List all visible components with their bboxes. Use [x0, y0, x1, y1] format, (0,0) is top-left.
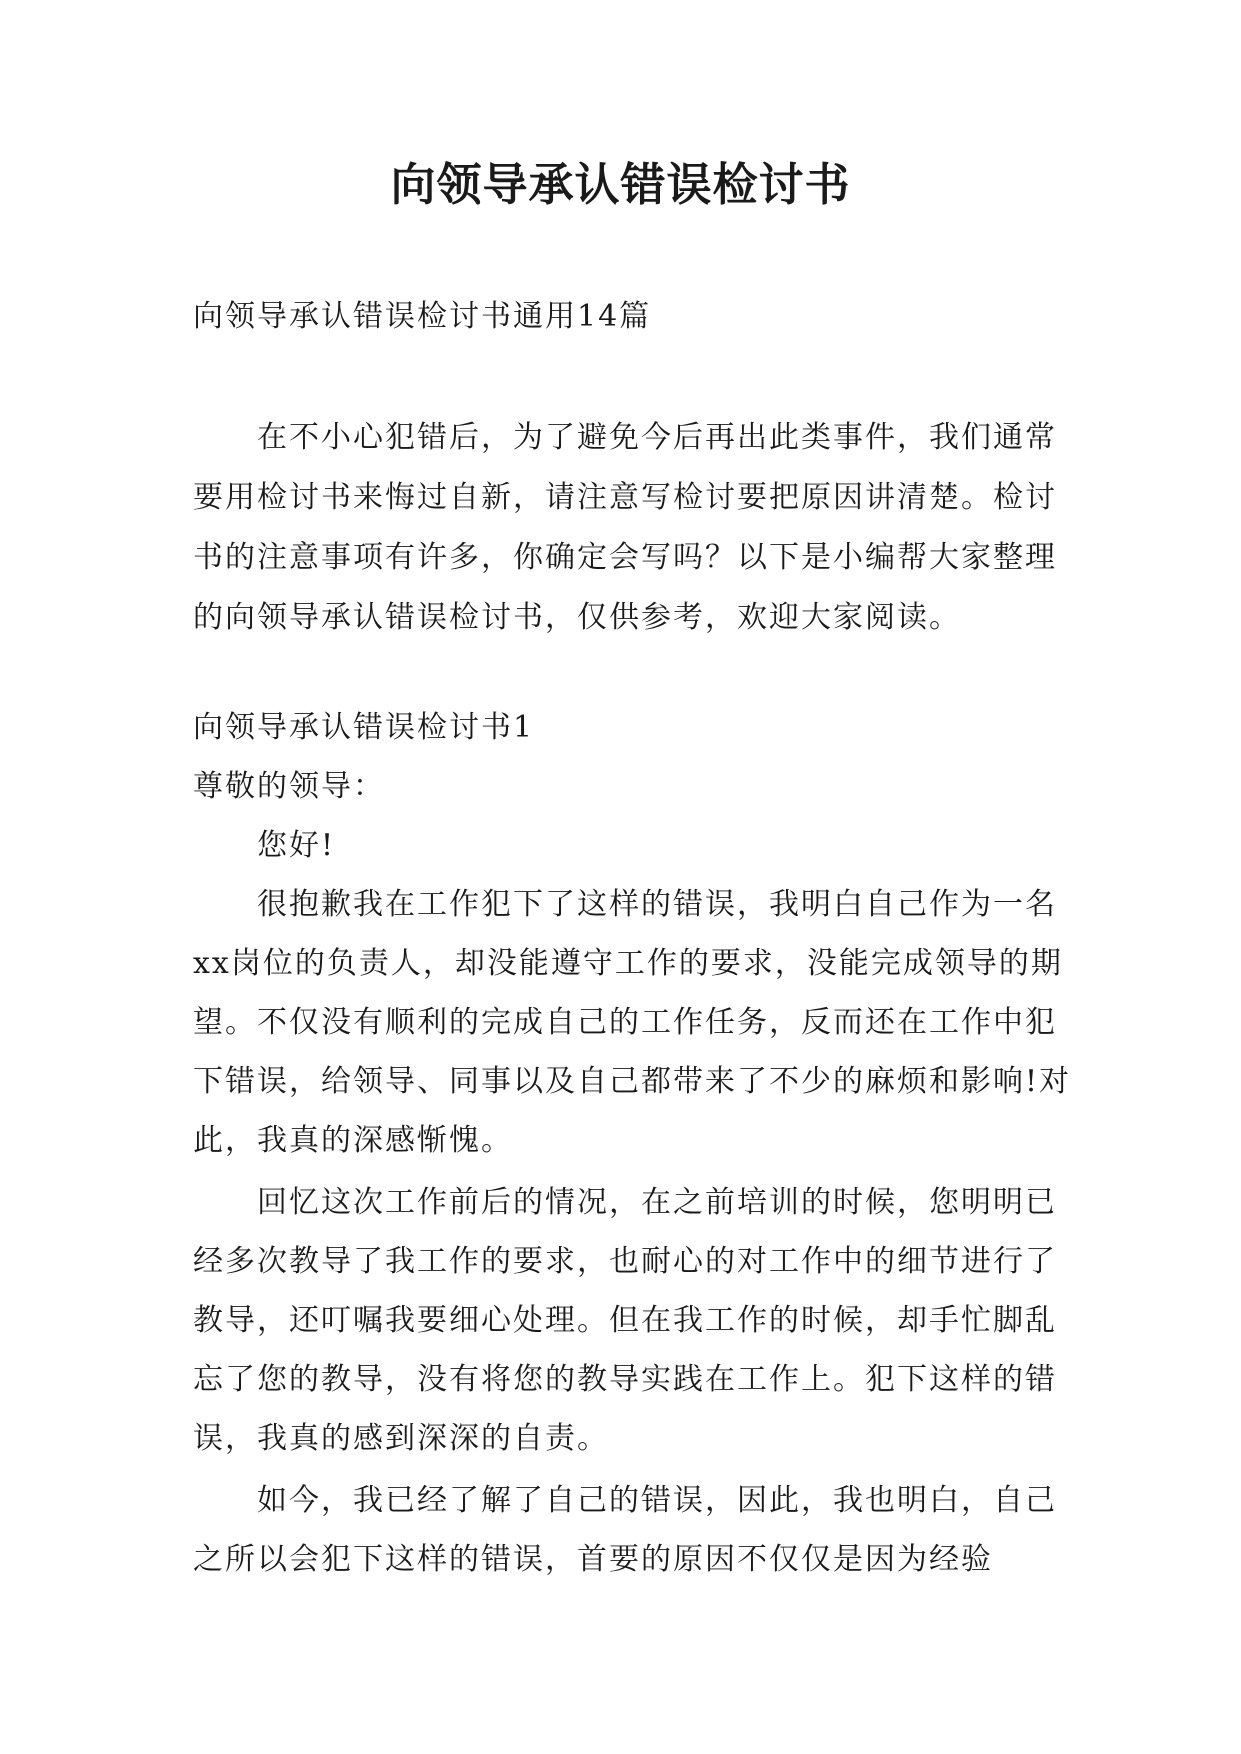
letter-paragraph: 如今，我已经了解了自己的错误，因此，我也明白，自己之所以会犯下这样的错误，首要的原因不仅仅是因为经验 [193, 1483, 1057, 1577]
intro-paragraph: 在不小心犯错后，为了避免今后再出此类事件，我们通常要用检讨书来悔过自新，请注意写检讨要把原因讲清楚。检讨书的注意事项有许多，你确定会写吗？以下是小编帮大家整理的向领导承认错误检讨书，仅供参考，欢迎大家阅读。 [193, 420, 1057, 635]
letter-paragraph: 回忆这次工作前后的情况，在之前培训的时候，您明明已经多次教导了我工作的要求，也耐心的对工作中的细节进行了教导，还叮嘱我要细心处理。但在我工作的时候，却手忙脚乱忘了您的教导，没有将您的教导实践在工作上。犯下这样的错误，我真的感到深深的自责。 [193, 1185, 1057, 1456]
letter-paragraph: 很抱歉我在工作犯下了这样的错误，我明白自己作为一名xx岗位的负责人，却没能遵守工作的要求，没能完成领导的期望。不仅没有顺利的完成自己的工作任务，反而还在工作中犯下错误，给领导、同事以及自己都带来了不少的麻烦和影响!对此，我真的深感惭愧。 [193, 887, 1072, 1158]
document-subtitle: 向领导承认错误检讨书通用14篇 [193, 299, 652, 334]
document-title: 向领导承认错误检讨书 [390, 158, 851, 211]
greeting: 您好! [257, 828, 336, 863]
letter-body [193, 698, 1073, 1589]
section-heading: 向领导承认错误检讨书1 [193, 710, 535, 745]
salutation: 尊敬的领导： [193, 769, 385, 804]
